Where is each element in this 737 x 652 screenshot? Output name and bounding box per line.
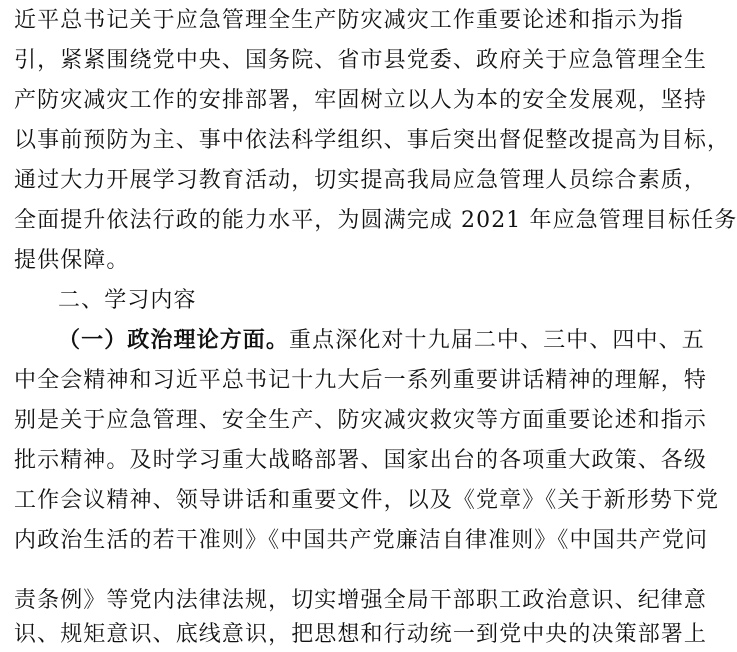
text-line: 批示精神。及时学习重大战略部署、国家出台的各项重大政策、各级 (14, 448, 708, 473)
text-line: 产防灾减灾工作的安排部署，牢固树立以人为本的安全发展观，坚持 (14, 88, 708, 113)
text-line: 中全会精神和习近平总书记十九大后一系列重要讲话精神的理解，特 (14, 368, 708, 393)
paragraph-lead-line (58, 326, 705, 358)
text-line: 识、规矩意识、底线意识，把思想和行动统一到党中央的决策部署上 (14, 622, 708, 647)
text-line: 提供保障。 (14, 248, 130, 273)
text-line: 责条例》等党内法律法规，切实增强全局干部职工政治意识、纪律意 (14, 588, 708, 613)
text-line: 全面提升依法行政的能力水平，为圆满完成 2021 年应急管理目标任务 (14, 208, 737, 233)
section-heading: 二、学习内容 (58, 288, 197, 313)
lead-text: 重点深化对十九届二中、三中、四中、五 (289, 328, 705, 353)
text-line: 以事前预防为主、事中依法科学组织、事后突出督促整改提高为目标， (14, 128, 731, 153)
text-line: 别是关于应急管理、安全生产、防灾减灾救灾等方面重要论述和指示 (14, 408, 708, 433)
text-line: 通过大力开展学习教育活动，切实提高我局应急管理人员综合素质， (14, 168, 708, 193)
text-line: 引，紧紧围绕党中央、国务院、省市县党委、政府关于应急管理全生 (14, 48, 708, 73)
text-line: 内政治生活的若干准则》《中国共产党廉洁自律准则》《中国共产党问 (14, 528, 709, 553)
subsection-heading: （一）政治理论方面。 (58, 328, 290, 353)
text-line: 近平总书记关于应急管理全生产防灾减灾工作重要论述和指示为指 (14, 8, 684, 33)
text-line: 工作会议精神、领导讲话和重要文件，以及《党章》《关于新形势下党 (14, 488, 720, 513)
